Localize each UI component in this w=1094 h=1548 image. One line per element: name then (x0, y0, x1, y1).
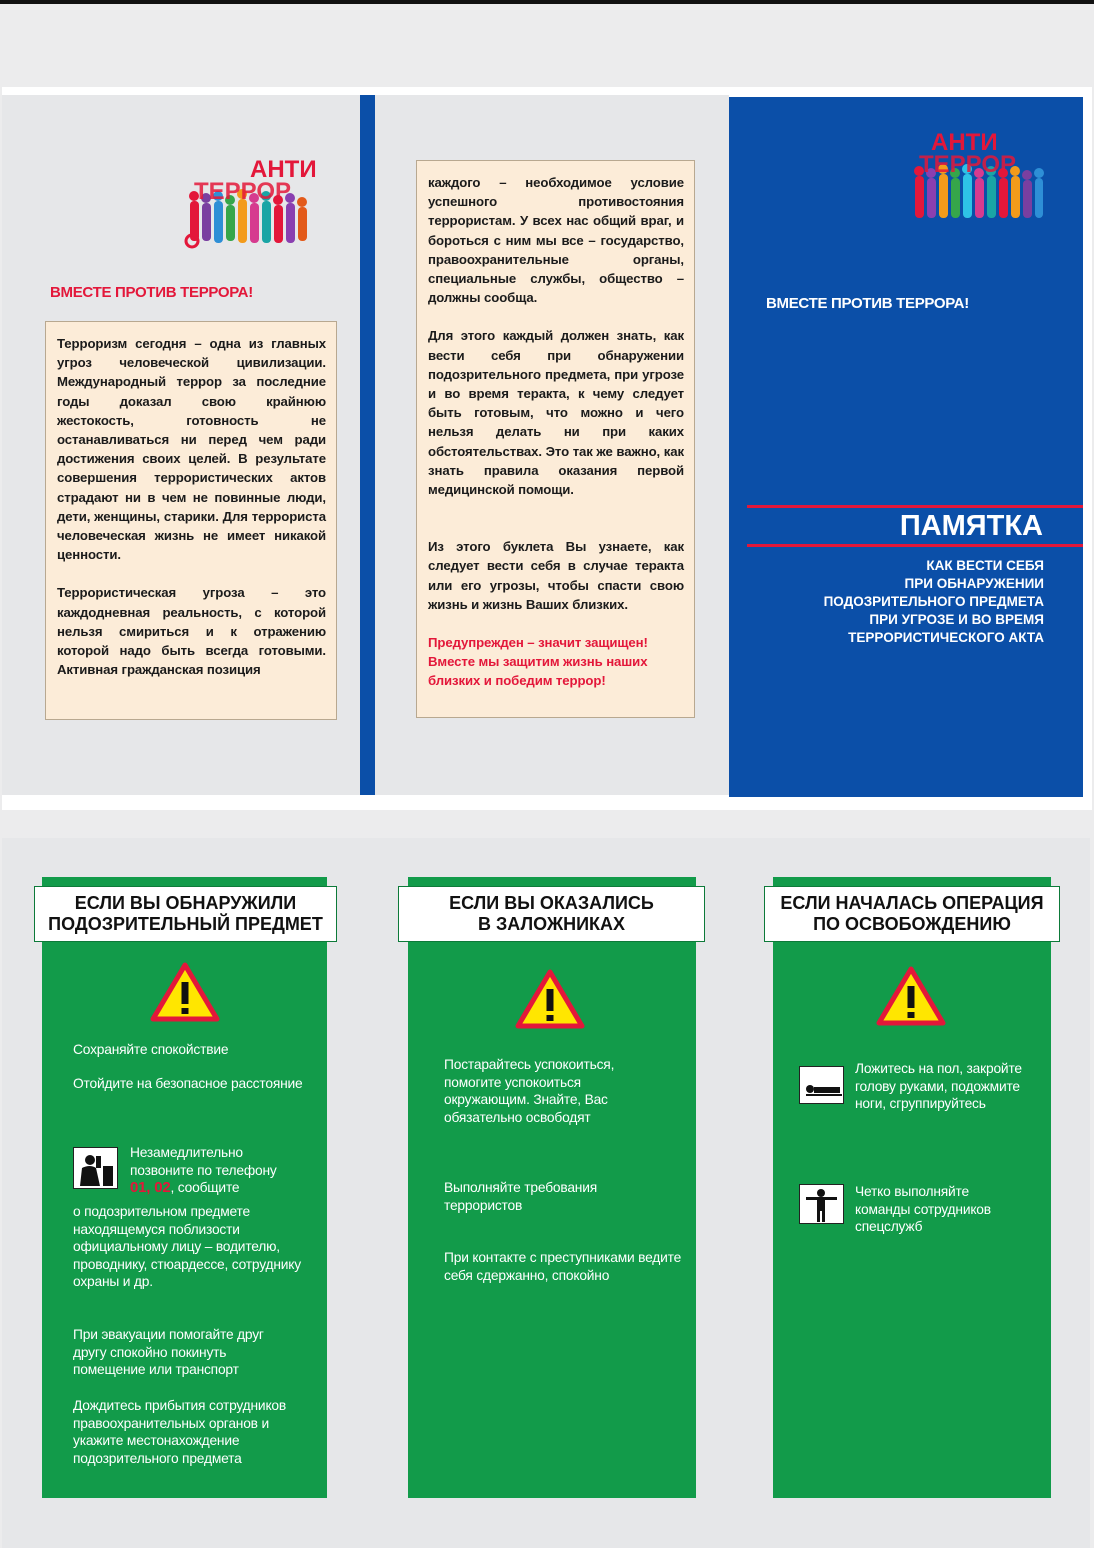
subtitle-line: ПРИ УГРОЗЕ И ВО ВРЕМЯ (869, 612, 1044, 627)
cover-title-text: ПАМЯТКА (899, 510, 1043, 542)
cover-subtitle (762, 557, 1044, 647)
tip-wait: Дождитесь прибытия сотрудников правоохранительных органов и укажите местонахождение подозрительного предмета (73, 1398, 287, 1466)
intro-paragraph: Терроризм сегодня – одна из главных угроз человеческой цивилизации. Международный террор за последние годы доказал свою крайнюю жестокость, готовность не останавливаться ни перед чем ради достижения своих целей. В результате совершения террористических актов страдают ни в чем не повинные люди, дети, женщины, старики. Для террориста человеческая жизнь не имеет никакой ценности. (57, 336, 326, 563)
subtitle-line: КАК ВЕСТИ СЕБЯ (926, 558, 1044, 573)
warning-triangle-icon (515, 969, 585, 1029)
subtitle-line: ПРИ ОБНАРУЖЕНИИ (904, 576, 1044, 591)
logo-line2: ТЕРРОР (194, 178, 292, 205)
slogan-left: ВМЕСТЕ ПРОТИВ ТЕРРОРА! (50, 284, 253, 301)
card-header-line: ПО ОСВОБОЖДЕНИЮ (813, 914, 1011, 934)
slogan-cover: ВМЕСТЕ ПРОТИВ ТЕРРОРА! (766, 295, 969, 312)
tip-calm: Сохраняйте спокойствие (73, 1042, 229, 1057)
card-header-line: ЕСЛИ ВЫ ОБНАРУЖИЛИ (74, 893, 297, 913)
warning-triangle-icon (150, 962, 220, 1022)
subtitle-line: ПОДОЗРИТЕЛЬНОГО ПРЕДМЕТА (823, 594, 1044, 609)
subtitle-line: ТЕРРОРИСТИЧЕСКОГО АКТА (848, 630, 1044, 645)
cover-logo-line2: ТЕРРОР (919, 151, 1017, 178)
cover-title (747, 505, 1083, 547)
tip-stay-calm: Постарайтесь успокоиться, помогите успокоиться окружающим. Знайте, Вас обязательно освободят (444, 1057, 615, 1125)
card-header (398, 886, 705, 942)
top-border (0, 0, 1094, 4)
cover-logo (907, 132, 1052, 232)
tip-lie-down: Ложитесь на пол, закройте голову руками, подожмите ноги, сгруппируйтесь (855, 1061, 1022, 1111)
antiterror-logo (180, 159, 330, 259)
tip-contact: При контакте с преступниками ведите себя сдержанно, спокойно (444, 1250, 682, 1283)
booklet-outer-sheet (2, 87, 1092, 810)
tip-call (130, 1144, 310, 1197)
crowd-silhouette-icon (180, 159, 330, 259)
cover-logo-line1: АНТИ (931, 132, 998, 156)
intro-text-box (45, 321, 337, 720)
intro-paragraph: Террористическая угроза – это каждодневная реальность, с которой нельзя смириться и к отражению которой надо быть всегда готовыми. Активная гражданская позиция (57, 585, 326, 678)
middle-text-box (416, 160, 695, 718)
booklet-inner-sheet (2, 838, 1090, 1548)
middle-paragraph: Из этого буклета Вы узнаете, как следует вести себя в случае теракта или его угрозы, чтобы спасти свою жизнь и жизнь Ваших близких. (428, 539, 684, 612)
tip-call-text: Незамедлительно позвоните по телефону (130, 1145, 277, 1178)
middle-paragraph: Для этого каждый должен знать, как вести себя при обнаружении подозрительного предмета, при угрозе и во время теракта, к чему следует быть готовым, что можно и чего нельзя делать ни при каких обстоятельствах. Это так же важно, как знать правила оказания первой медицинской помощи. (428, 328, 684, 498)
crowd-silhouette-icon (907, 132, 1052, 232)
warning-triangle-icon (876, 966, 946, 1026)
tip-commands: Четко выполняйте команды сотрудников спецслужб (855, 1184, 991, 1234)
lying-person-icon (799, 1066, 844, 1104)
card-header (764, 886, 1060, 942)
hands-up-person-icon (799, 1184, 844, 1224)
tip-evacuate: При эвакуации помогайте друг другу спокойно покинуть помещение или транспорт (73, 1327, 264, 1377)
middle-paragraph: каждого – необходимое условие успешного противостояния террористам. У всех нас общий враг, и бороться с ним мы все – государство, правоохранительные органы, специальные службы, общество – должны сообща. (428, 175, 684, 306)
card-header-line: В ЗАЛОЖНИКАХ (477, 914, 626, 934)
fold-bar (360, 95, 375, 795)
red-motto: Предупрежден – значит защищен! Вместе мы защитим жизнь наших близких и победим террор! (428, 635, 648, 689)
card-header-line: ЕСЛИ ВЫ ОКАЗАЛИСЬ (449, 893, 654, 913)
logo-line1: АНТИ (250, 159, 317, 183)
tip-demands: Выполняйте требования террористов (444, 1180, 598, 1213)
phone-person-icon (73, 1147, 118, 1189)
card-header-line: ПОДОЗРИТЕЛЬНЫЙ ПРЕДМЕТ (48, 914, 323, 934)
emergency-numbers: 01, 02 (130, 1179, 171, 1196)
card-header-line: ЕСЛИ НАЧАЛАСЬ ОПЕРАЦИЯ (780, 893, 1044, 913)
card-header (34, 886, 337, 942)
tip-call-suffix: , сообщите (170, 1180, 240, 1195)
tip-report: о подозрительном предмете находящемуся поблизости официальному лицу – водителю, проводнику, стюардессе, сотруднику охраны и др. (73, 1204, 301, 1289)
tip-distance: Отойдите на безопасное расстояние (73, 1076, 303, 1091)
